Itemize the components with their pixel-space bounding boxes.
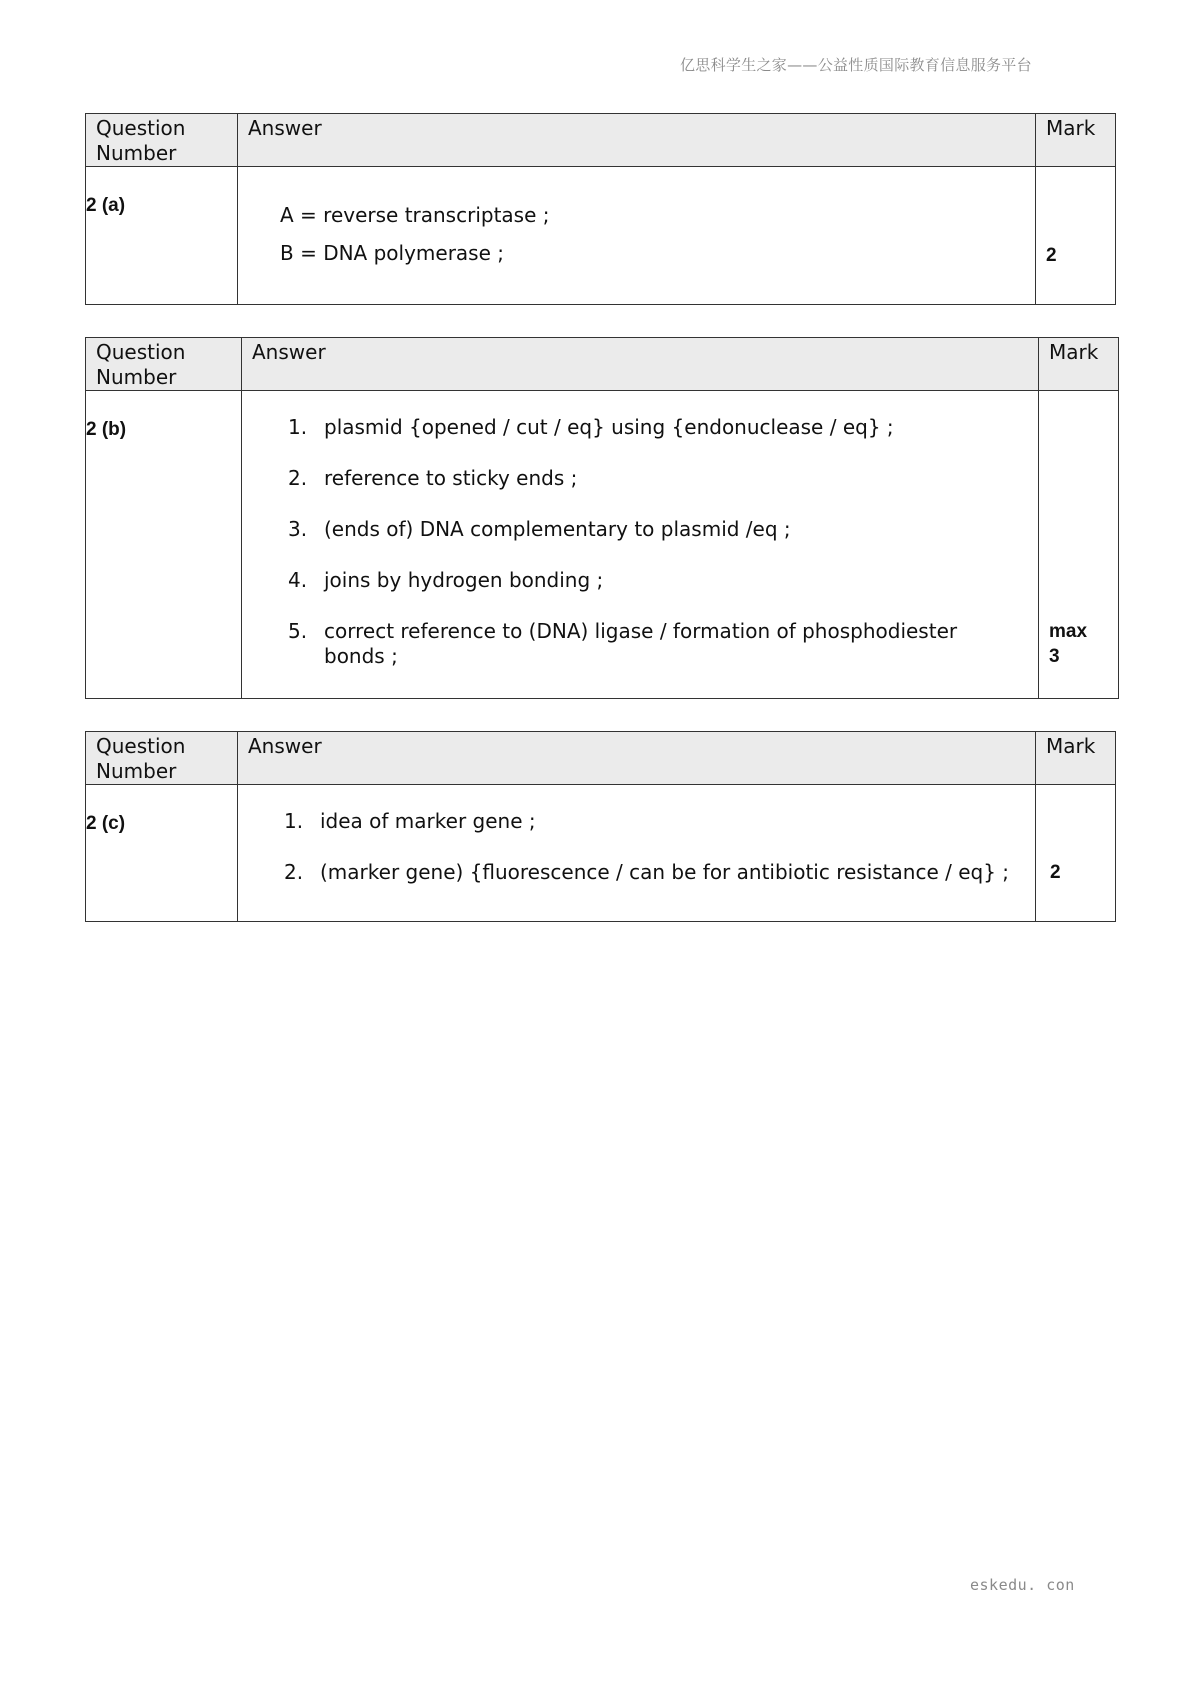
item-text: reference to sticky ends ; (324, 466, 578, 490)
item-number: 3. (288, 517, 308, 541)
answer-cell (238, 167, 1036, 305)
item-number: 2. (288, 466, 308, 490)
question-number: 2 (b) (86, 391, 242, 699)
watermark-bottom: eskedu. con (970, 1576, 1075, 1594)
item-text: idea of marker gene ; (320, 809, 536, 833)
item-number: 1. (284, 809, 304, 833)
header-mark: Mark (1036, 114, 1116, 167)
list-item (288, 415, 1038, 466)
watermark-top: 亿思科学生之家——公益性质国际教育信息服务平台 (680, 56, 1032, 74)
answer-cell (238, 785, 1036, 922)
list-item (284, 860, 1035, 885)
item-text: correct reference to (DNA) ligase / formation of phosphodiester bonds ; (324, 619, 958, 668)
answer-line: A = reverse transcriptase ; (280, 203, 550, 227)
answer-cell (242, 391, 1039, 699)
question-number: 2 (c) (86, 785, 238, 922)
list-item (288, 466, 1038, 517)
mark-cell (1036, 785, 1116, 922)
header-question-number: Question Number (86, 732, 238, 785)
markscheme-table-2a (85, 113, 1116, 305)
header-answer: Answer (238, 732, 1036, 785)
answer-line: B = DNA polymerase ; (280, 241, 505, 265)
list-item (288, 619, 1038, 669)
mark-value: 3 (1049, 646, 1060, 667)
header-question-number: Question Number (86, 338, 242, 391)
item-text: (marker gene) {fluorescence / can be for antibiotic resistance / eq} ; (320, 860, 1010, 884)
mark-value-max: max (1049, 621, 1088, 642)
item-number: 2. (284, 860, 304, 884)
list-item (288, 517, 1038, 568)
item-text: (ends of) DNA complementary to plasmid /eq ; (324, 517, 791, 541)
item-number: 4. (288, 568, 308, 592)
header-mark: Mark (1036, 732, 1116, 785)
question-number: 2 (a) (86, 167, 238, 305)
markscheme-table-2b (85, 337, 1119, 699)
header-question-number: Question Number (86, 114, 238, 167)
mark-cell (1039, 391, 1119, 699)
item-text: plasmid {opened / cut / eq} using {endonuclease / eq} ; (324, 415, 894, 439)
item-text: joins by hydrogen bonding ; (324, 568, 604, 592)
header-answer: Answer (242, 338, 1039, 391)
item-number: 5. (288, 619, 308, 643)
item-number: 1. (288, 415, 308, 439)
list-item (284, 809, 1035, 860)
mark-value: 2 (1046, 245, 1057, 266)
mark-value: 2 (1050, 862, 1061, 883)
header-answer: Answer (238, 114, 1036, 167)
header-mark: Mark (1039, 338, 1119, 391)
list-item (288, 568, 1038, 619)
markscheme-table-2c (85, 731, 1116, 922)
mark-cell (1036, 167, 1116, 305)
